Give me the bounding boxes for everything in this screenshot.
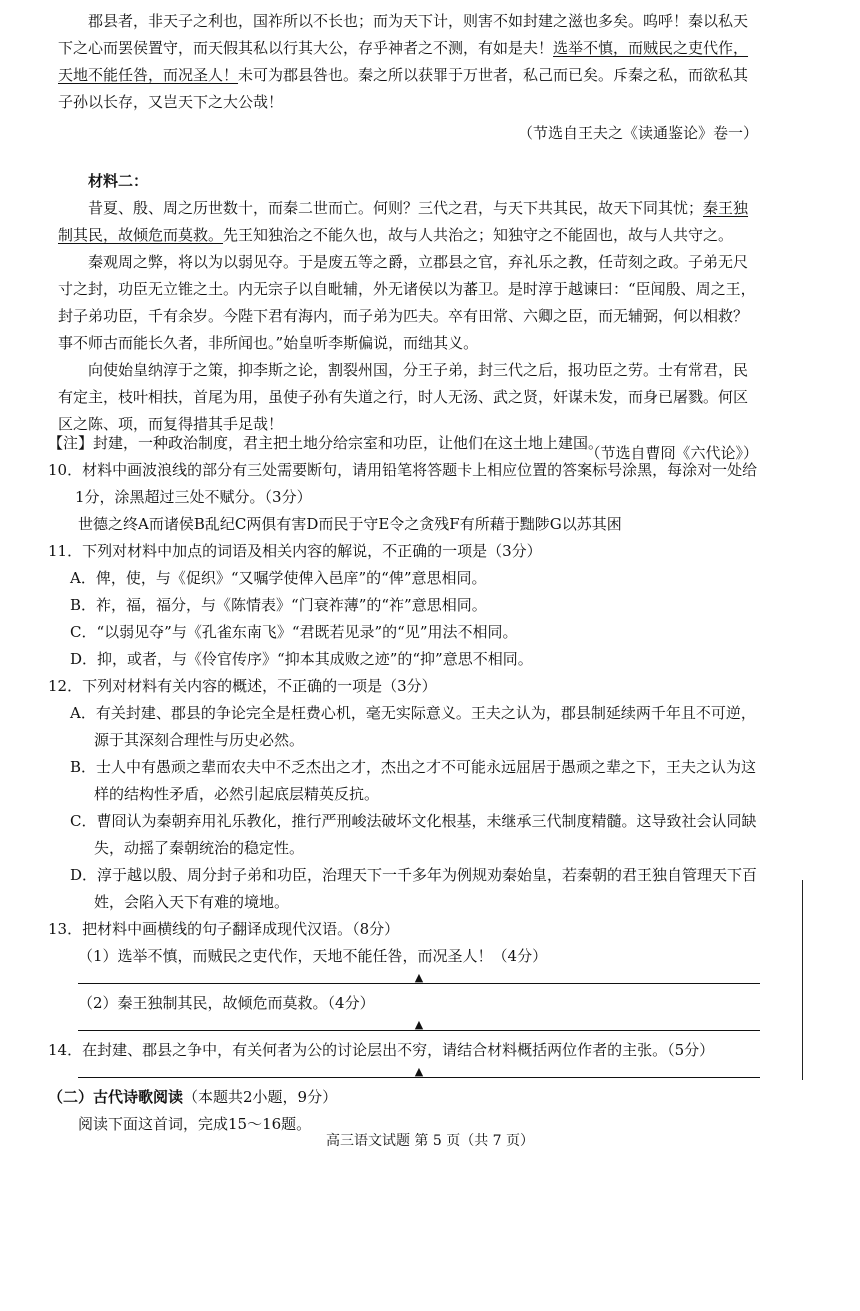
question-12-options [70,700,760,916]
q12-option-c: C．曹冏认为秦朝弃用礼乐教化，推行严刑峻法破坏文化根基，未继承三代制度精髓。这导致社会认同缺失，动摇了秦朝统治的稳定性。 [70,812,757,857]
material2 [58,168,758,467]
question-11-options [70,565,760,673]
underlined-sentence-2a: 秦王独 [703,199,749,217]
material2-para2: 秦观周之弊，将以为以弱见夺。于是废五等之爵，立郡县之官，弃礼乐之教，任苛刻之政。子弟无尺寸之封，功臣无立锥之土。内无宗子以自毗辅，外无诸侯以为蕃卫。是时淳于越谏曰：“臣闻殷、周之王，封子弟功臣，千有余岁。今陛下君有海内，而子弟为匹夫。卒有田常、六卿之臣，而无辅弼，何以相救？事不师古而能长久者，非所闻也。”始皇听李斯偏说，而绌其义。 [58,253,756,352]
underlined-sentence-2b: 制其民，故倾危而莫救。 [58,226,224,244]
material2-para3: 向使始皇纳淳于之策，抑李斯之论，割裂州国，分王子弟，封三代之后，报功臣之劳。士有常君，民有定主，枝叶相扶，首尾为用，虽使子孙有失道之行，时人无汤、武之贤，奸谋未发，而身已屠戮。何区区之陈、项，而复得措其手足哉！ [58,361,749,433]
q12-option-b: B．士人中有愚顽之辈而农夫中不乏杰出之才，杰出之才不可能永远屈居于愚顽之辈之下，王夫之认为这样的结构性矛盾，必然引起底层精英反抗。 [70,758,757,803]
answer-triangle-icon: ▲ [414,1018,424,1031]
questions [48,430,760,1138]
q12-option-a: A．有关封建、郡县的争论完全是枉费心机，毫无实际意义。王夫之认为，郡县制延续两千年且不可逆，源于其深刻合理性与历史必然。 [70,704,756,749]
margin-rule [802,880,803,1080]
source-citation-2: （节选自曹冏《六代论》） [585,444,758,462]
question-13-sub2: （2）秦王独制其民，故倾危而莫救。（4分） [78,994,375,1012]
section-2-title: （二）古代诗歌阅读 [48,1088,184,1106]
q11-option-c: C．“以弱见夺”与《孔雀东南飞》“君既若见录”的“见”用法不相同。 [70,623,518,641]
para1-line3: 未可为郡县咎也。秦之所以获罪于万世者，私己而已矣。斥秦之私，而欲私其 [238,66,749,84]
para1-line4: 子孙以长存，又岂天下之大公哉！ [58,93,284,111]
question-13-sub1: （1）选举不慎，而贼民之吏代作，天地不能任咎，而况圣人！（4分） [78,947,548,965]
question-14-stem: 14．在封建、郡县之争中，有关何者为公的讨论层出不穷，请结合材料概括两位作者的主张。（5分） [48,1041,715,1059]
para1-line1: 郡县者，非天子之利也，国祚所以不长也；而为天下计，则害不如封建之滋也多矣。呜呼！秦以私天 [88,12,749,30]
para1-line2: 下之心而罢侯置守，而天假其私以行其大公，存乎神者之不测，有如是夫！ [58,39,554,57]
underlined-sentence-1a: 选举不慎，而贼民之吏代作， [553,39,749,57]
section-2-info: （本题共2小题，9分） [183,1088,338,1106]
question-13-stem: 13．把材料中画横线的句子翻译成现代汉语。（8分） [48,920,400,938]
answer-line-14[interactable] [78,1064,760,1078]
q11-option-d: D．抑，或者，与《伶官传序》“抑本其成败之迹”的“抑”意思不相同。 [70,650,533,668]
answer-triangle-icon: ▲ [414,971,424,984]
answer-triangle-icon: ▲ [414,1065,424,1078]
answer-line-13-2[interactable] [78,1017,760,1031]
section-2-intro: 阅读下面这首词，完成15～16题。 [78,1115,312,1133]
material1-excerpt [58,8,758,147]
q11-option-b: B．祚，福，福分，与《陈情表》“门衰祚薄”的“祚”意思相同。 [70,596,487,614]
question-10-text: 世德之终A而诸侯B乱纪C两俱有害D而民于守E令之贪残F有所藉于黜陟G以苏其困 [78,515,622,533]
material2-label: 材料二： [88,172,149,190]
material2-para1-end: 先王知独治之不能久也，故与人共治之；知独守之不能固也，故与人共守之。 [223,226,734,244]
question-11-stem: 11．下列对材料中加点的词语及相关内容的解说，不正确的一项是（3分） [48,542,542,560]
q11-option-a: A．俾，使，与《促织》“又嘱学使俾入邑庠”的“俾”意思相同。 [70,569,487,587]
source-citation-1: （节选自王夫之《读通鉴论》卷一） [517,124,758,142]
annotation-note: 【注】封建，一种政治制度，君主把土地分给宗室和功臣，让他们在这土地上建国。 [48,434,604,452]
page-footer: 高三语文试题 第 5 页（共 7 页） [325,1133,535,1149]
answer-line-13-1[interactable] [78,970,760,984]
q12-option-d: D．淳于越以殷、周分封子弟和功臣，治理天下一千多年为例规劝秦始皇，若秦朝的君王独自管理天下百姓，会陷入天下有难的境地。 [70,866,758,911]
material2-para1: 昔夏、殷、周之历世数十，而秦二世而亡。何则？三代之君，与天下共其民，故天下同其忧； [88,199,704,217]
question-12-stem: 12．下列对材料有关内容的概述，不正确的一项是（3分） [48,677,437,695]
question-10-stem: 10．材料中画波浪线的部分有三处需要断句，请用铅笔将答题卡上相应位置的答案标号涂黑，每涂对一处给1分，涂黑超过三处不赋分。（3分） [48,461,758,506]
underlined-sentence-1b: 天地不能任咎，而况圣人！ [58,66,239,84]
